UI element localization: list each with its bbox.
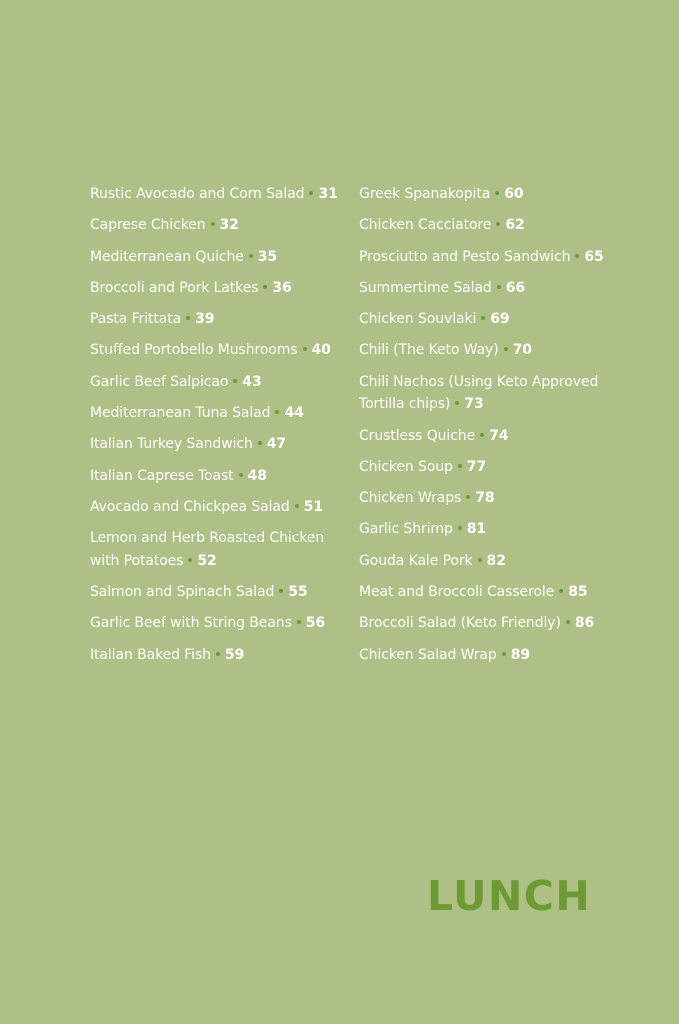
bullet-dot-icon [216, 652, 220, 656]
recipe-title: Chicken Wraps [359, 490, 462, 507]
recipe-entry [90, 214, 350, 237]
recipe-page-number: 73 [464, 396, 484, 413]
recipe-page-number: 77 [466, 458, 487, 475]
bullet-dot-icon [249, 254, 253, 258]
recipe-title: Italian Caprese Toast [90, 467, 234, 484]
recipe-entry [359, 550, 619, 573]
recipe-page-number: 44 [284, 405, 304, 422]
bullet-dot-icon [495, 191, 499, 195]
recipe-entry [359, 581, 619, 604]
bullet-dot-icon [496, 222, 500, 226]
recipe-page-number: 39 [195, 311, 215, 328]
recipe-page-number: 86 [574, 615, 595, 632]
recipe-page-number: 69 [490, 311, 510, 328]
recipe-entry [90, 644, 350, 667]
recipe-title: Chicken Souvlaki [359, 311, 477, 328]
recipe-page-number: 78 [475, 490, 495, 507]
recipe-page-number: 48 [247, 467, 267, 484]
recipe-page-number: 36 [272, 279, 292, 296]
recipe-entry [359, 339, 619, 362]
recipe-entry [90, 246, 350, 269]
recipe-title: Lemon and Herb Roasted Chicken with Potatoes [90, 530, 325, 569]
recipe-entry [359, 183, 619, 206]
recipe-entry [359, 371, 619, 416]
bullet-dot-icon [458, 464, 462, 468]
recipe-page-number: 60 [504, 186, 524, 202]
bullet-dot-icon [480, 433, 484, 437]
recipe-entry [90, 308, 350, 331]
recipe-entry [359, 518, 619, 541]
bullet-dot-icon [297, 620, 301, 624]
recipe-title: Stuffed Portobello Mushrooms [90, 342, 298, 359]
recipe-page-number: 74 [489, 427, 509, 444]
bullet-dot-icon [478, 558, 482, 562]
bullet-dot-icon [188, 558, 192, 562]
bullet-dot-icon [559, 589, 563, 593]
recipe-page-number: 35 [257, 248, 278, 265]
recipe-page-number: 32 [219, 217, 239, 234]
recipe-title: Prosciutto and Pesto Sandwich [359, 248, 571, 265]
recipe-title: Greek Spanakopita [359, 186, 491, 202]
recipe-entry [359, 487, 619, 510]
recipe-entry [90, 527, 350, 572]
recipe-title: Meat and Broccoli Casserole [359, 584, 555, 601]
recipe-entry [90, 465, 350, 488]
recipe-page-number: 47 [266, 436, 287, 453]
recipe-page-number: 52 [197, 552, 217, 569]
recipe-page-number: 51 [303, 498, 323, 515]
recipe-entry [90, 612, 350, 635]
bullet-dot-icon [466, 495, 470, 499]
recipe-title: Italian Baked Fish [90, 646, 211, 663]
recipe-entry [359, 214, 619, 237]
recipe-title: Chicken Cacciatore [359, 217, 492, 234]
bullet-dot-icon [258, 441, 262, 445]
recipe-entry [90, 433, 350, 456]
recipe-entry [90, 402, 350, 425]
recipe-entry [359, 644, 619, 667]
recipe-title: Broccoli and Pork Latkes [90, 279, 259, 296]
recipe-list-left [90, 183, 350, 675]
recipe-entry [359, 246, 619, 269]
recipe-title: Chicken Soup [359, 458, 453, 475]
recipe-list-right [359, 183, 619, 675]
recipe-title: Garlic Shrimp [359, 521, 453, 538]
recipe-entry [90, 581, 350, 604]
recipe-page-number: 62 [505, 217, 525, 234]
recipe-title: Gouda Kale Pork [359, 552, 473, 569]
recipe-title: Chicken Salad Wrap [359, 646, 497, 663]
section-title: LUNCH [427, 872, 592, 920]
bullet-dot-icon [186, 316, 190, 320]
bullet-dot-icon [233, 379, 237, 383]
recipe-page-number: 82 [486, 552, 506, 569]
bullet-dot-icon [497, 285, 501, 289]
recipe-title: Summertime Salad [359, 279, 492, 296]
recipe-title: Caprese Chicken [90, 217, 206, 234]
recipe-title: Italian Turkey Sandwich [90, 436, 253, 453]
recipe-entry [359, 308, 619, 331]
recipe-page-number: 66 [505, 279, 526, 296]
recipe-entry [359, 612, 619, 635]
recipe-page-number: 81 [466, 521, 487, 538]
recipe-page-number: 55 [288, 584, 308, 601]
recipe-title: Avocado and Chickpea Salad [90, 498, 290, 515]
bullet-dot-icon [211, 222, 215, 226]
bullet-dot-icon [295, 504, 299, 508]
recipe-title: Chili Nachos (Using Keto Approved Tortilla chips) [359, 373, 599, 413]
recipe-title: Garlic Beef with String Beans [90, 615, 292, 632]
bullet-dot-icon [309, 191, 313, 195]
recipe-page-number: 65 [584, 248, 604, 265]
bullet-dot-icon [458, 526, 462, 530]
bullet-dot-icon [481, 316, 485, 320]
recipe-title: Crustless Quiche [359, 427, 476, 444]
recipe-entry [90, 371, 350, 394]
recipe-page-number: 70 [512, 342, 532, 359]
recipe-title: Broccoli Salad (Keto Friendly) [359, 615, 561, 632]
recipe-entry [90, 183, 350, 206]
recipe-entry [90, 339, 350, 362]
bullet-dot-icon [279, 589, 283, 593]
recipe-title: Rustic Avocado and Corn Salad [90, 186, 305, 202]
recipe-page-number: 31 [318, 186, 338, 202]
recipe-page-number: 56 [305, 615, 326, 632]
recipe-entry [359, 277, 619, 300]
recipe-page-number: 59 [224, 646, 245, 663]
recipe-title: Garlic Beef Salpicao [90, 373, 229, 390]
bullet-dot-icon [239, 473, 243, 477]
bullet-dot-icon [275, 410, 279, 414]
recipe-title: Pasta Frittata [90, 311, 182, 328]
bullet-dot-icon [566, 620, 570, 624]
recipe-page-number: 89 [510, 646, 530, 663]
bullet-dot-icon [455, 401, 459, 405]
recipe-entry [359, 425, 619, 448]
bullet-dot-icon [502, 652, 506, 656]
recipe-entry [90, 496, 350, 519]
bullet-dot-icon [263, 285, 267, 289]
recipe-title: Mediterranean Quiche [90, 248, 244, 265]
recipe-page-number: 40 [311, 342, 331, 359]
recipe-title: Mediterranean Tuna Salad [90, 405, 271, 422]
bullet-dot-icon [504, 347, 508, 351]
recipe-page-number: 43 [242, 373, 262, 390]
recipe-entry [90, 277, 350, 300]
recipe-title: Chili (The Keto Way) [359, 342, 499, 359]
bullet-dot-icon [303, 347, 307, 351]
recipe-page-number: 85 [568, 584, 588, 601]
recipe-title: Salmon and Spinach Salad [90, 584, 275, 601]
bullet-dot-icon [575, 254, 579, 258]
recipe-entry [359, 456, 619, 479]
